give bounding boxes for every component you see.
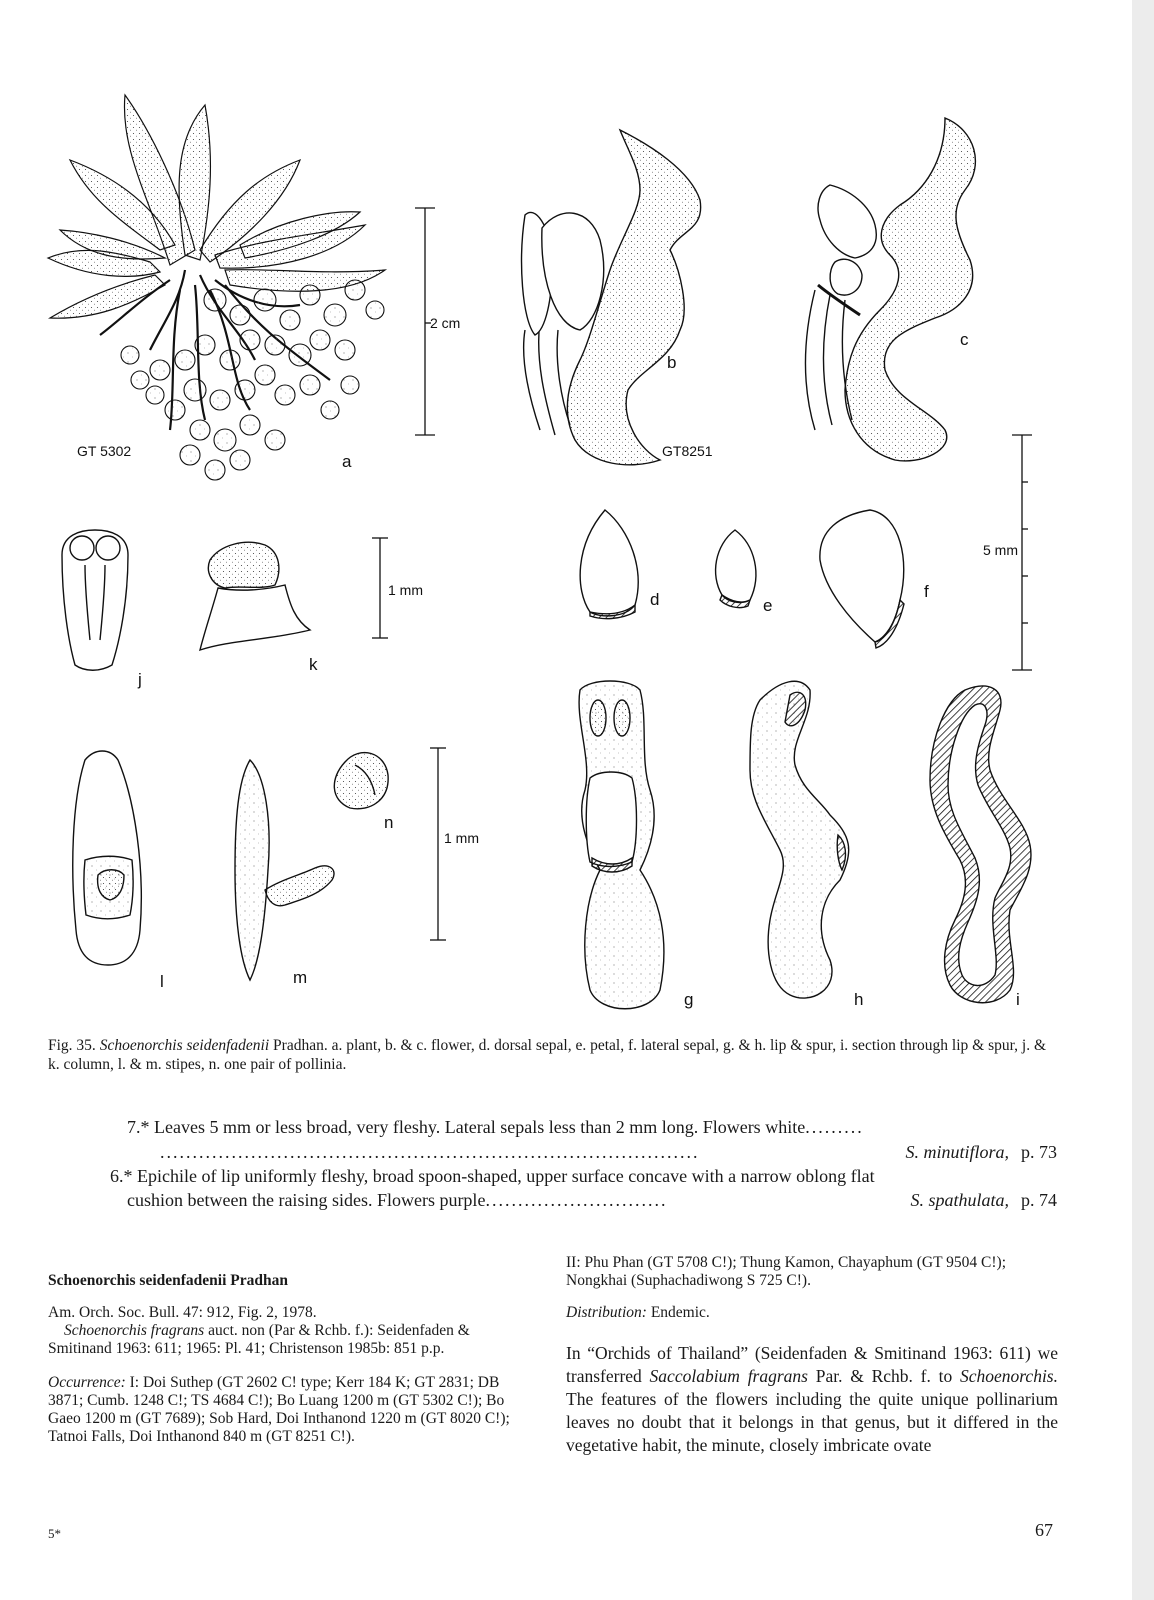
label-c: c [960, 330, 969, 349]
specimen-label-flower: GT8251 [662, 443, 713, 459]
drawing-a-plant [48, 95, 385, 318]
key-lead-7-taxon: S. minutiflora, [905, 1142, 1009, 1162]
drawing-e-petal [716, 530, 756, 608]
right-column [566, 1254, 1058, 1471]
scale-label-5mm: 5 mm [983, 542, 1018, 558]
distribution-label: Distribution: [566, 1304, 647, 1321]
key-lead-6-taxon: S. spathulata, [910, 1190, 1009, 1210]
caption-species: Schoenorchis seidenfadenii [99, 1037, 270, 1054]
drawing-h-lip-spur [750, 681, 849, 998]
label-g: g [684, 990, 694, 1009]
key-dots: ......... [805, 1117, 864, 1137]
drawing-a-flowers [121, 280, 384, 480]
drawing-g-lip-spur [579, 681, 664, 1009]
caption-fig-number: Fig. 35. [48, 1037, 96, 1054]
drawing-n-pollinia [334, 753, 388, 809]
drawing-c-flower [806, 118, 976, 461]
label-d: d [650, 590, 660, 609]
key-dots: ............................ [485, 1190, 668, 1210]
key-lead-7-number: 7.* [127, 1117, 150, 1137]
discussion-text-c: The features of the flowers including the quite unique pollinarium leaves no doubt that it belongs in that genus, but it differed in the vegetative habit, the minute, closely imbricate ovate [566, 1389, 1058, 1455]
key-lead-7 [127, 1117, 1057, 1138]
label-f: f [924, 582, 929, 601]
caption-text: Pradhan. a. plant, b. & c. flower, d. dorsal sepal, e. petal, f. lateral sepal, g. & h. lip & spur, i. section through lip & spur, j. & k. column, l. & m. stipes, n. one pair of pollinia. [48, 1037, 1047, 1073]
drawing-m-stipes [235, 760, 334, 980]
label-k: k [309, 655, 318, 674]
drawing-f-lateral-sepal [820, 510, 904, 648]
occurrence-region-2: II: Phu Phan (GT 5708 C!); Thung Kamon, Chayaphum (GT 9504 C!); Nongkhai (Suphachadiwong S 725 C!). [566, 1254, 1006, 1289]
label-j: j [138, 670, 142, 689]
scale-label-1mm-column: 1 mm [388, 582, 423, 598]
page-number: 67 [1035, 1520, 1053, 1540]
key-lead-6-text2: cushion between the raising sides. Flowers purple [127, 1190, 486, 1210]
specimen-label-plant: GT 5302 [77, 443, 132, 459]
drawing-b-flower [522, 130, 701, 465]
drawing-d-dorsal-sepal [580, 510, 638, 619]
label-i: i [1016, 990, 1020, 1009]
label-b: b [667, 353, 677, 372]
scale-bar-1mm-column [372, 538, 388, 638]
label-a: a [342, 452, 352, 471]
discussion-italic-2: Schoenorchis. [959, 1366, 1058, 1386]
occurrence-paragraph [48, 1374, 536, 1446]
key-lead-6-page: p. 74 [1021, 1190, 1057, 1210]
label-n: n [384, 813, 394, 832]
drawing-l-stipes [73, 751, 142, 965]
figure-caption [48, 1036, 1058, 1074]
drawing-k-column [200, 542, 310, 650]
key-lead-6-number: 6.* [110, 1166, 133, 1186]
key-dots: ................................................................................... [160, 1142, 700, 1162]
species-heading: Schoenorchis seidenfadenii Pradhan [48, 1272, 289, 1289]
key-lead-6-text1: Epichile of lip uniformly fleshy, broad spoon-shaped, upper surface concave with a narrow oblong flat [137, 1166, 875, 1186]
key-lead-6-cont [127, 1190, 1057, 1211]
left-column [48, 1272, 536, 1460]
discussion-italic-1: Saccolabium fragrans [649, 1366, 808, 1386]
synonym-name: Schoenorchis fragrans [64, 1322, 205, 1339]
key-lead-6 [110, 1166, 1057, 1187]
label-l: l [160, 972, 164, 991]
key-lead-7-result [160, 1142, 1057, 1163]
species-citation-block [48, 1304, 536, 1358]
label-e: e [763, 596, 773, 615]
occurrence-label: Occurrence: [48, 1374, 126, 1391]
scale-label-1mm-stipes: 1 mm [444, 830, 479, 846]
label-m: m [293, 968, 308, 987]
distribution-paragraph [566, 1304, 1058, 1322]
drawing-i-section [930, 686, 1031, 1003]
signature-mark: 5* [48, 1526, 61, 1541]
distribution-text: Endemic. [650, 1304, 710, 1321]
key-lead-7-text: Leaves 5 mm or less broad, very fleshy. Lateral sepals less than 2 mm long. Flowers white [154, 1117, 806, 1137]
key-lead-7-page: p. 73 [1021, 1142, 1057, 1162]
discussion-text-b: Par. & Rchb. f. to [815, 1366, 953, 1386]
discussion-paragraph [566, 1342, 1058, 1457]
scale-label-2cm: 2 cm [430, 315, 461, 331]
label-h: h [854, 990, 864, 1009]
drawing-j-column [62, 530, 128, 670]
occurrence-text: I: Doi Suthep (GT 2602 C! type; Kerr 184 K; GT 2831; DB 3871; Cumb. 1248 C!; TS 4684 C!); Bo Luang 1200 m (GT 5302 C!); Bo Gaeo 1200 m (GT 7689); Sob Hard, Doi Inthanond 1220 m (GT 8020 C!); Tatnoi Falls, Doi Inthanond 840 m (GT 8251 C!). [48, 1374, 510, 1445]
synonym-text: auct. non (Par & Rchb. f.): Seidenfaden & Smitinand 1963: 611; 1965: Pl. 41; Christenson 1985b: 851 p.p. [48, 1322, 470, 1357]
species-citation: Am. Orch. Soc. Bull. 47: 912, Fig. 2, 1978. [48, 1304, 317, 1321]
discussion-text-a: In “Orchids of Thailand” (Seidenfaden & Smitinand 1963: 611) we transferred [566, 1343, 1058, 1386]
